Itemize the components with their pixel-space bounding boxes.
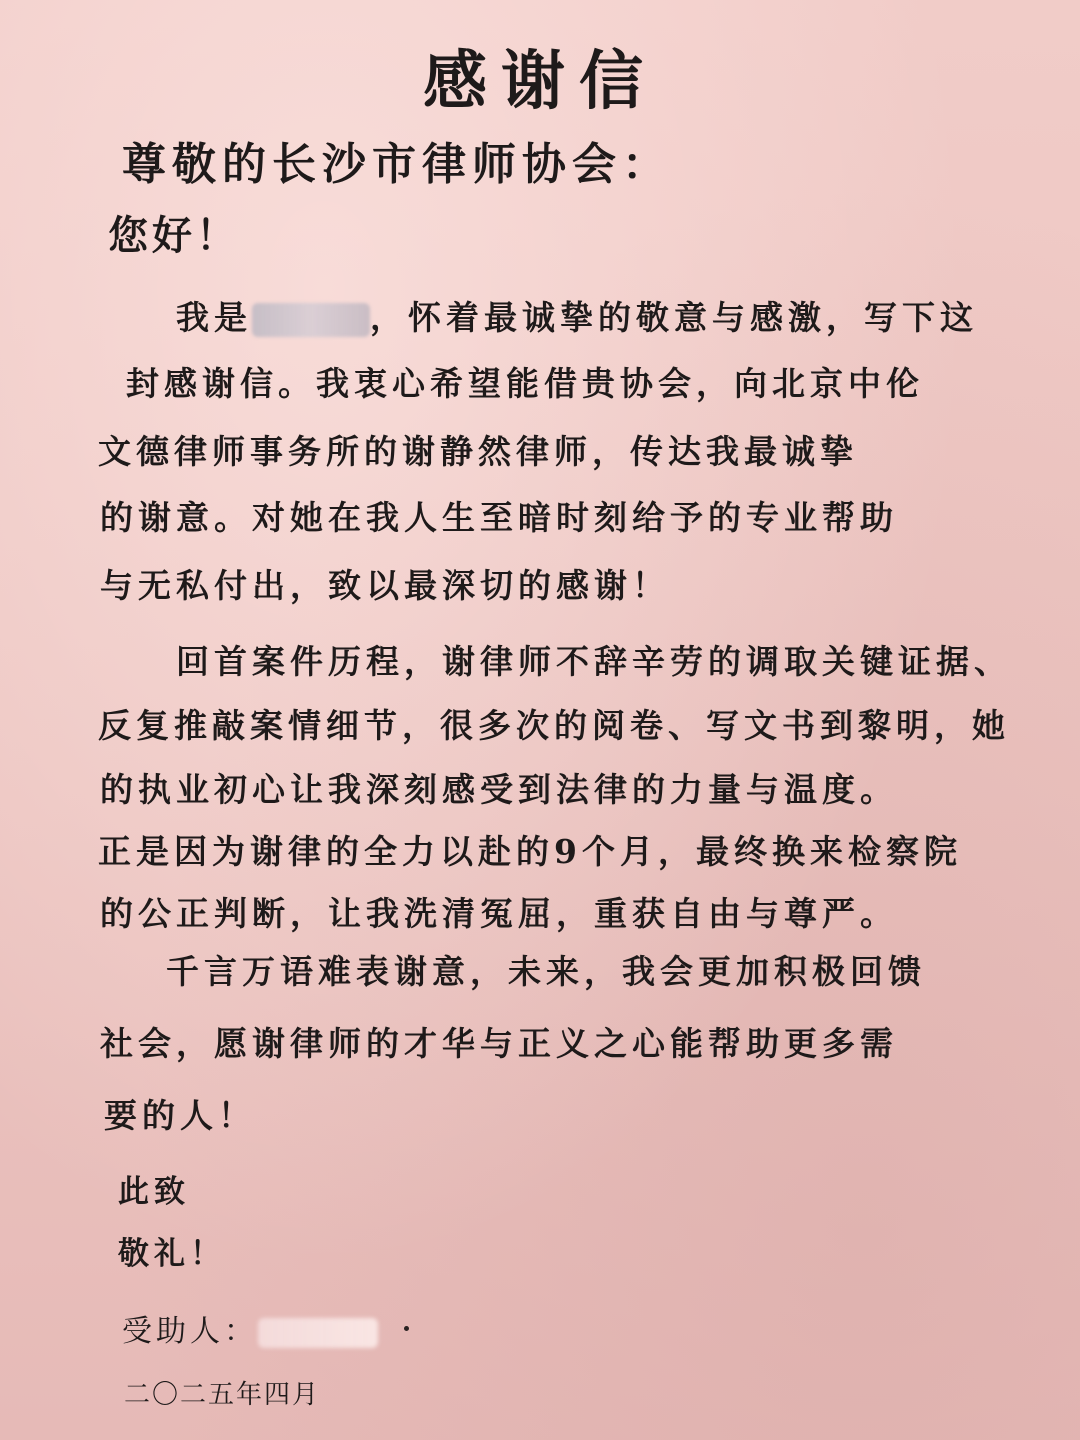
- paragraph-2-line-5: 的公正判断，让我洗清冤屈，重获自由与尊严。: [100, 894, 898, 933]
- intro-continued: ，怀着最诚挚的敬意与感激，写下这: [370, 298, 978, 337]
- paragraph-3-line-3: 要的人！: [104, 1096, 256, 1135]
- closing-jingli: 敬礼！: [118, 1236, 226, 1272]
- signature-line: [122, 1306, 378, 1350]
- letter-date: 二〇二五年四月: [124, 1380, 321, 1410]
- intro-text: 我是: [176, 298, 252, 337]
- paragraph-2-line-1: 回首案件历程，谢律师不辞辛劳的调取关键证据、: [176, 642, 1012, 681]
- salutation: 尊敬的长沙市律师协会：: [122, 139, 672, 190]
- paragraph-3-line-2: 社会，愿谢律师的才华与正义之心能帮助更多需: [100, 1024, 898, 1063]
- letter-title: 感谢信: [423, 44, 657, 119]
- paragraph-2-line-3: 的执业初心让我深刻感受到法律的力量与温度。: [100, 770, 898, 809]
- paragraph-1-line-2: 封感谢信。我衷心希望能借贵协会，向北京中伦: [126, 364, 924, 403]
- paragraph-3-line-1: 千言万语难表谢意，未来，我会更加积极回馈: [166, 952, 926, 991]
- signature-dot: [404, 1326, 409, 1331]
- signature-label: 受助人：: [122, 1314, 258, 1349]
- greeting: 您好！: [108, 212, 240, 259]
- paragraph-2-line-2: 反复推敲案情细节，很多次的阅卷、写文书到黎明，她: [98, 706, 1010, 745]
- paragraph-1-line-4: 的谢意。对她在我人生至暗时刻给予的专业帮助: [100, 498, 898, 537]
- redacted-signature: [258, 1318, 378, 1348]
- paragraph-1-line-3: 文德律师事务所的谢静然律师，传达我最诚挚: [98, 432, 858, 471]
- redacted-name: [252, 303, 370, 337]
- paragraph-1-line-5: 与无私付出，致以最深切的感谢！: [100, 566, 670, 605]
- closing-cizhi: 此致: [118, 1174, 190, 1210]
- paragraph-1-line-1: [176, 292, 978, 339]
- paragraph-2-line-4: 正是因为谢律的全力以赴的9个月，最终换来检察院: [98, 832, 962, 871]
